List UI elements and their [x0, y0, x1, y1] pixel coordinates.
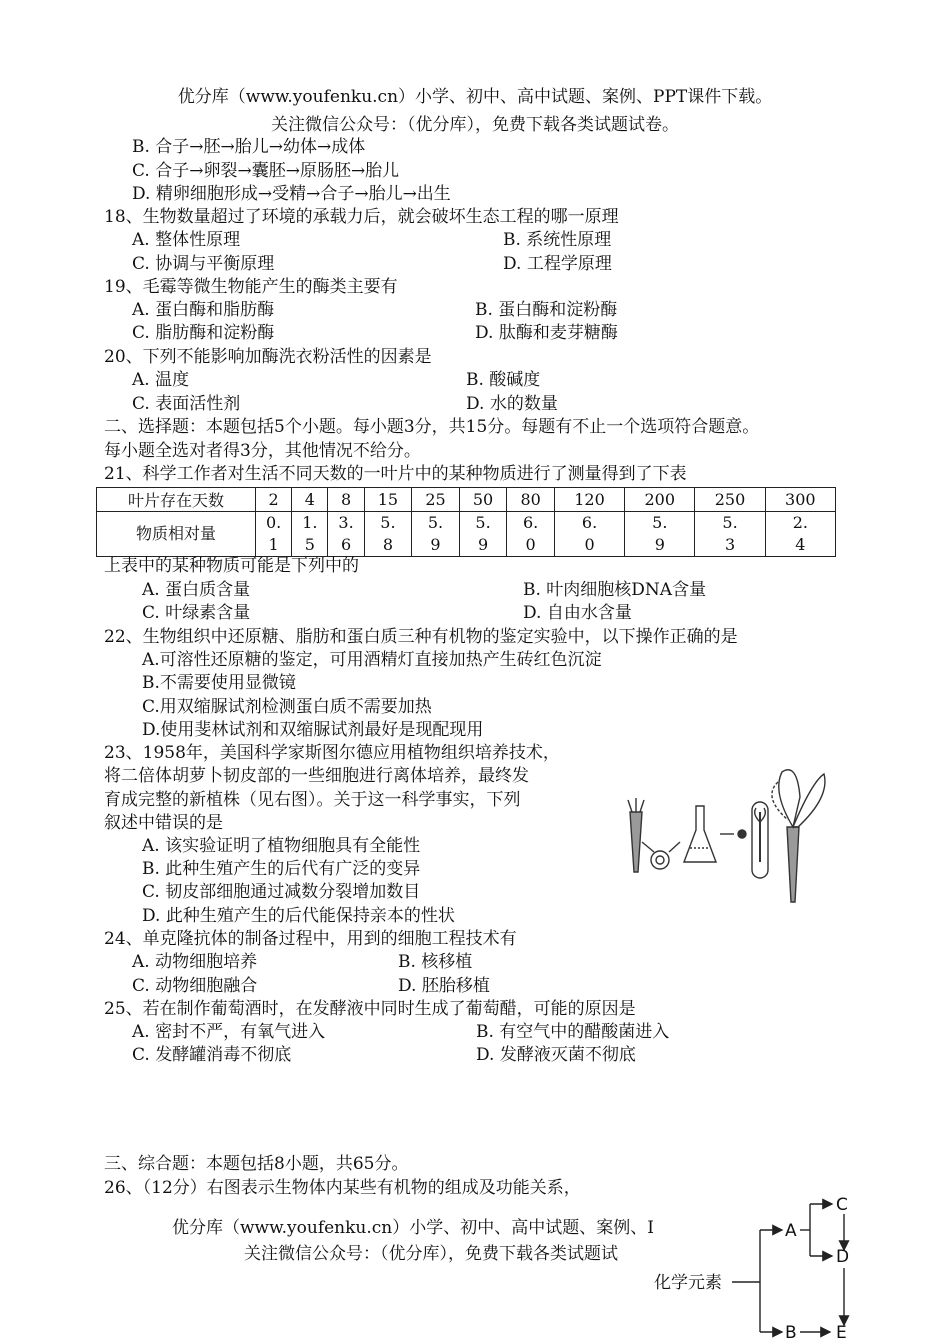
table-cell-value: 5. 8	[364, 512, 412, 557]
q24-option-b: B. 核移植	[398, 952, 473, 972]
table-cell-day: 80	[507, 488, 555, 512]
header-line-1: 优分库（www.youfenku.cn）小学、初中、高中试题、案例、PPT课件下载。	[177, 87, 773, 107]
q24-option-d: D. 胚胎移植	[398, 976, 490, 996]
q23-stem-1: 23、1958年，美国科学家斯图尔德应用植物组织培养技术，	[104, 743, 560, 763]
table-cell-value: 0. 1	[256, 512, 292, 557]
q23-option-b: B. 此种生殖产生的后代有广泛的变异	[142, 859, 421, 879]
table-cell-day: 50	[459, 488, 507, 512]
table-cell-day: 25	[412, 488, 460, 512]
q20-option-b: B. 酸碱度	[466, 370, 541, 390]
grown-carrot-icon	[787, 827, 799, 902]
q23-stem-3: 育成完整的新植株（见右图）。关于这一科学事实，下列	[104, 790, 521, 810]
q18-option-c: C. 协调与平衡原理	[132, 254, 275, 274]
footer-line-1: 优分库（www.youfenku.cn）小学、初中、高中试题、案例、I	[172, 1218, 654, 1238]
table-cell-value: 5. 9	[412, 512, 460, 557]
table-cell-value: 6. 0	[507, 512, 555, 557]
diagram-node-d: D	[836, 1247, 850, 1267]
q24-option-c: C. 动物细胞融合	[132, 976, 258, 996]
table-row-amount	[97, 512, 836, 557]
q17-option-c: C. 合子→卵裂→囊胚→原肠胚→胎儿	[132, 161, 400, 181]
footer-line-2: 关注微信公众号：（优分库），免费下载各类试题试	[244, 1244, 618, 1264]
q22-option-b: B.不需要使用显微镜	[142, 673, 296, 693]
q23-stem-2: 将二倍体胡萝卜韧皮部的一些细胞进行离体培养，最终发	[104, 766, 529, 786]
table-cell-value: 2. 4	[765, 512, 835, 557]
q23-option-a: A. 该实验证明了植物细胞具有全能性	[142, 836, 421, 856]
q24-stem: 24、单克隆抗体的制备过程中，用到的细胞工程技术有	[104, 929, 517, 949]
q19-option-b: B. 蛋白酶和淀粉酶	[475, 300, 618, 320]
q21-option-c: C. 叶绿素含量	[142, 603, 251, 623]
table-header-amount: 物质相对量	[97, 512, 256, 557]
q25-option-d: D. 发酵液灭菌不彻底	[476, 1045, 636, 1065]
table-cell-day: 8	[328, 488, 364, 512]
q18-option-a: A. 整体性原理	[132, 230, 241, 250]
q22-option-c: C.用双缩脲试剂检测蛋白质不需要加热	[142, 697, 432, 717]
diagram-node-c: C	[836, 1195, 848, 1215]
q25-option-a: A. 密封不严，有氧气进入	[132, 1022, 326, 1042]
q19-stem: 19、毛霉等微生物能产生的酶类主要有	[104, 277, 398, 297]
table-cell-value: 5. 9	[625, 512, 695, 557]
q24-option-a: A. 动物细胞培养	[132, 952, 258, 972]
table-cell-day: 200	[625, 488, 695, 512]
q20-stem: 20、下列不能影响加酶洗衣粉活性的因素是	[104, 347, 432, 367]
q21-option-b: B. 叶肉细胞核DNA含量	[523, 580, 707, 600]
table-cell-day: 2	[256, 488, 292, 512]
q21-stem: 21、科学工作者对生活不同天数的一叶片中的某种物质进行了测量得到了下表	[104, 464, 687, 484]
q26-stem: 26、（12分）右图表示生物体内某些有机物的组成及功能关系，	[104, 1178, 581, 1198]
q23-option-d: D. 此种生殖产生的后代能保持亲本的性状	[142, 906, 455, 926]
q18-option-b: B. 系统性原理	[503, 230, 612, 250]
table-cell-day: 120	[554, 488, 624, 512]
table-cell-value: 5. 3	[695, 512, 765, 557]
section2-line-2: 每小题全选对者得3分，其他情况不给分。	[104, 441, 421, 461]
diagram-node-e: E	[836, 1323, 847, 1342]
petri-dish-icon	[651, 851, 669, 869]
q21-option-a: A. 蛋白质含量	[142, 580, 251, 600]
table-cell-day: 15	[364, 488, 412, 512]
q18-stem: 18、生物数量超过了环境的承载力后，就会破坏生态工程的哪一原理	[104, 207, 619, 227]
table-cell-value: 6. 0	[554, 512, 624, 557]
q21-after-table: 上表中的某种物质可能是下列中的	[104, 556, 359, 576]
q18-option-d: D. 工程学原理	[503, 254, 612, 274]
q17-option-d: D. 精卵细胞形成→受精→合子→胎儿→出生	[132, 184, 451, 204]
q20-option-c: C. 表面活性剂	[132, 394, 241, 414]
q20-option-a: A. 温度	[132, 370, 190, 390]
table-cell-day: 4	[292, 488, 328, 512]
table-row-days	[97, 488, 836, 512]
table-header-days: 叶片存在天数	[97, 488, 256, 512]
q25-option-c: C. 发酵罐消毒不彻底	[132, 1045, 292, 1065]
culture-flask-icon	[684, 806, 716, 862]
carrot-tissue-culture-figure	[612, 752, 832, 914]
q22-stem: 22、生物组织中还原糖、脂肪和蛋白质三种有机物的鉴定实验中，以下操作正确的是	[104, 627, 738, 647]
q23-stem-4: 叙述中错误的是	[104, 813, 223, 833]
q19-option-d: D. 肽酶和麦芽糖酶	[475, 323, 618, 343]
q21-option-d: D. 自由水含量	[523, 603, 632, 623]
table-cell-value: 1. 5	[292, 512, 328, 557]
q23-option-c: C. 韧皮部细胞通过减数分裂增加数目	[142, 882, 421, 902]
q21-data-table	[96, 487, 836, 557]
q17-option-b: B. 合子→胚→胎儿→幼体→成体	[132, 137, 366, 157]
header-line-2: 关注微信公众号：（优分库），免费下载各类试题试卷。	[271, 115, 679, 135]
q25-stem: 25、若在制作葡萄酒时，在发酵液中同时生成了葡萄醋，可能的原因是	[104, 999, 636, 1019]
carrot-root-icon	[630, 812, 642, 872]
table-cell-day: 300	[765, 488, 835, 512]
q25-option-b: B. 有空气中的醋酸菌进入	[476, 1022, 670, 1042]
q19-option-c: C. 脂肪酶和淀粉酶	[132, 323, 275, 343]
section3-title: 三、综合题：本题包括8小题，共65分。	[104, 1154, 409, 1174]
section2-line-1: 二、选择题：本题包括5个小题。每小题3分，共15分。每题有不止一个选项符合题意。	[104, 417, 760, 437]
q20-option-d: D. 水的数量	[466, 394, 558, 414]
table-cell-value: 3. 6	[328, 512, 364, 557]
q22-option-a: A.可溶性还原糖的鉴定，可用酒精灯直接加热产生砖红色沉淀	[142, 650, 602, 670]
table-cell-day: 250	[695, 488, 765, 512]
table-cell-value: 5. 9	[459, 512, 507, 557]
diagram-root-label: 化学元素	[654, 1273, 722, 1293]
diagram-node-a: A	[785, 1221, 797, 1241]
diagram-node-b: B	[785, 1323, 797, 1342]
q22-option-d: D.使用斐林试剂和双缩脲试剂最好是现配现用	[142, 720, 484, 740]
q19-option-a: A. 蛋白酶和脂肪酶	[132, 300, 275, 320]
organic-compounds-diagram	[652, 1190, 852, 1342]
